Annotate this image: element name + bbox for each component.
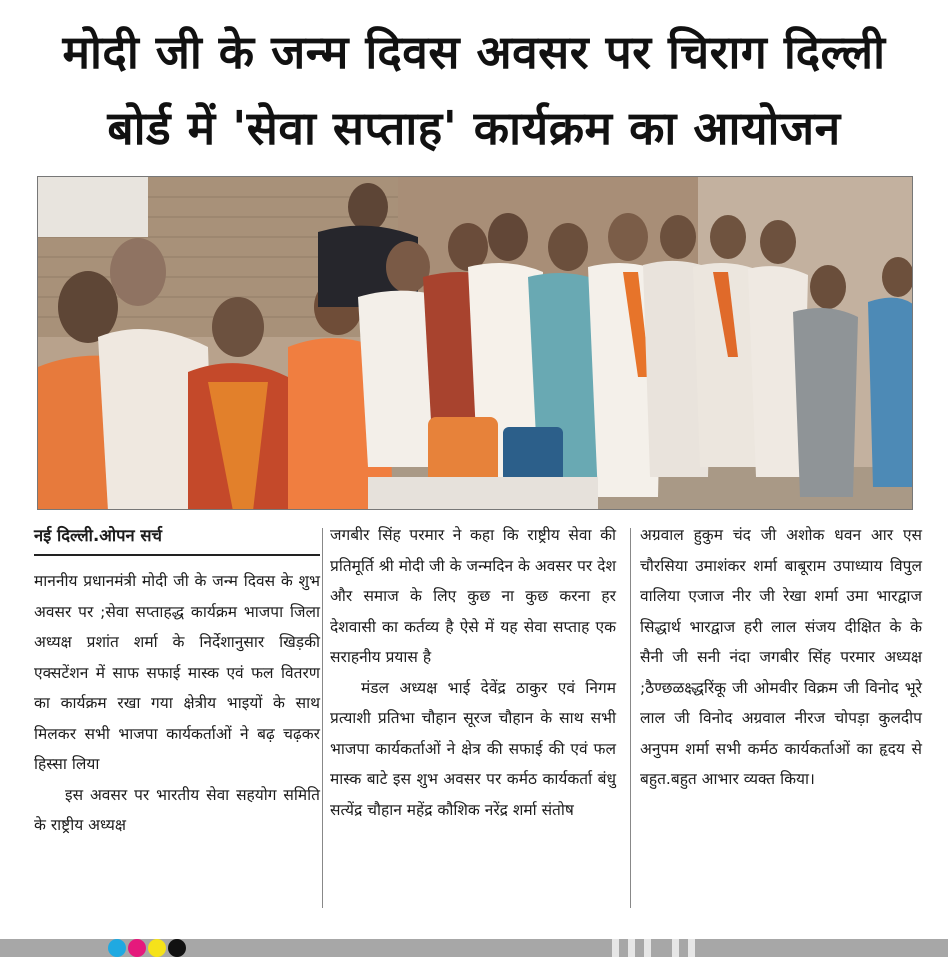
headline-line-2: बोर्ड में 'सेवा सप्ताह' कार्यक्रम का आयोजन	[107, 101, 841, 155]
registration-tick	[628, 939, 635, 957]
registration-tick	[688, 939, 695, 957]
registration-tick	[612, 939, 619, 957]
dateline: नई दिल्ली.ओपन सर्च	[34, 520, 320, 556]
registration-tick	[644, 939, 651, 957]
magenta-registration-dot	[128, 939, 146, 957]
article-paragraph: इस अवसर पर भारतीय सेवा सहयोग समिति के राष्ट्रीय अध्यक्ष	[34, 785, 320, 834]
article-paragraph: माननीय प्रधानमंत्री मोदी जी के जन्म दिवस के शुभ अवसर पर ;सेवा सप्ताहद्ध कार्यक्रम भाजपा जिला अध्यक्ष प्रशांत शर्मा के निर्देशानुसार खिड़की एक्सटेंशन में साफ सफाई मास्क एवं फल वितरण का कार्यक्रम रखा गया क्षेत्रीय भाइयों के साथ मिलकर सभी भाजपा कार्यकर्ताओं ने बढ़ चढ़कर हिस्सा लिया	[34, 572, 320, 773]
article-paragraph: मंडल अध्यक्ष भाई देवेंद्र ठाकुर एवं निगम प्रत्याशी प्रतिभा चौहान सूरज चौहान के साथ सभी भाजपा कार्यकर्ताओं ने क्षेत्र की सफाई की एवं फल मास्क बाटे इस शुभ अवसर पर कर्मठ कार्यकर्ता बंधु सत्येंद्र चौहान महेंद्र कौशिक नरेंद्र शर्मा संतोष	[330, 678, 616, 819]
headline-line-1: मोदी जी के जन्म दिवस अवसर पर चिराग दिल्ली	[62, 25, 886, 79]
news-photo	[37, 176, 913, 510]
article-column-2	[330, 520, 616, 825]
column-divider	[630, 528, 631, 908]
article-paragraph: जगबीर सिंह परमार ने कहा कि राष्ट्रीय सेवा की प्रतिमूर्ति श्री मोदी जी के जन्मदिन के अवसर पर देश और समाज के लिए कुछ ना कुछ करना हर देशवासी का कर्तव्य है ऐसे में यह सेवा सप्ताह एक सराहनीय प्रयास है	[330, 526, 616, 666]
column-divider	[322, 528, 323, 908]
print-registration-strip	[0, 935, 948, 960]
black-registration-dot	[168, 939, 186, 957]
article-column-1	[34, 520, 320, 841]
yellow-registration-dot	[148, 939, 166, 957]
article-paragraph: अग्रवाल हुकुम चंद जी अशोक धवन आर एस चौरसिया उमाशंकर शर्मा बाबूराम उपाध्याय विपुल वालिया एजाज नीर जी रेखा शर्मा उमा भारद्वाज सिद्धार्थ भारद्वाज हरी लाल संजय दीक्षित के के सैनी जी सनी नंदा जगबीर सिंह परमार अध्यक्ष ;ठैण्छळक्ष्द्धरिंकू जी ओमवीर विक्रम जी विनोद भूरे लाल जी विनोद अग्रवाल नीरज चोपड़ा कुलदीप अनुपम शर्मा सभी कर्मठ कार्यकर्ताओं का हृदय से बहुत.बहुत आभार व्यक्त किया।	[640, 526, 922, 788]
article-column-3	[640, 520, 922, 795]
article-body	[0, 520, 948, 920]
registration-tick	[672, 939, 679, 957]
news-photo-illustration	[38, 177, 913, 510]
headline	[0, 10, 948, 170]
cyan-registration-dot	[108, 939, 126, 957]
